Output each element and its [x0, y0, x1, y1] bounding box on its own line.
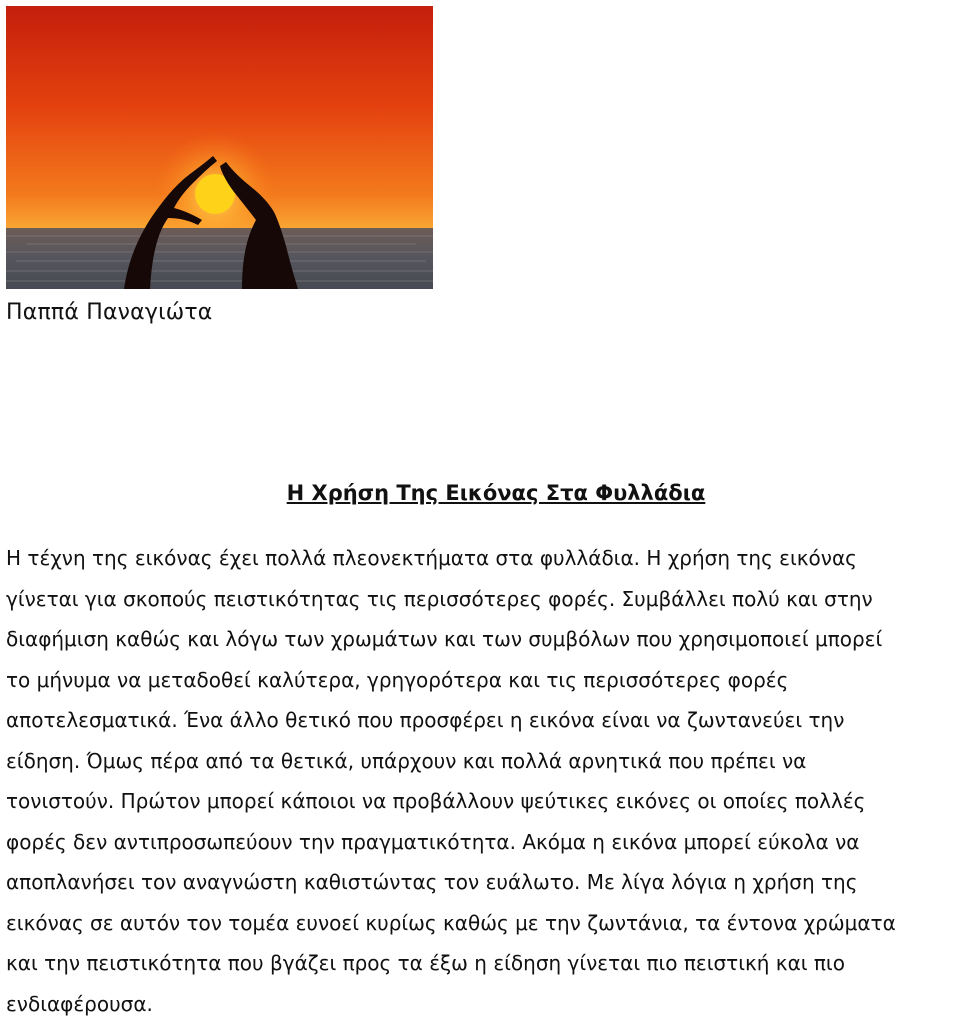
body-line: εικόνας σε αυτόν τον τομέα ευνοεί κυρίως καθώς με την ζωντάνια, τα έντονα χρώματα	[6, 903, 960, 944]
body-line: είδηση. Όμως πέρα από τα θετικά, υπάρχουν και πολλά αρνητικά που πρέπει να	[6, 741, 960, 782]
body-line: αποπλανήσει τον αναγνώστη καθιστώντας τον ευάλωτο. Με λίγα λόγια η χρήση της	[6, 862, 960, 903]
body-line: το μήνυμα να μεταδοθεί καλύτερα, γρηγορότερα και τις περισσότερες φορές	[6, 660, 960, 701]
body-line: γίνεται για σκοπούς πειστικότητας τις περισσότερες φορές. Συμβάλλει πολύ και στην	[6, 579, 960, 620]
body-line: φορές δεν αντιπροσωπεύουν την πραγματικότητα. Ακόμα η εικόνα μπορεί εύκολα να	[6, 822, 960, 863]
sea	[6, 228, 433, 289]
document-title: Η Χρήση Της Εικόνας Στα Φυλλάδια	[0, 481, 960, 505]
body-line: τονιστούν. Πρώτον μπορεί κάποιοι να προβάλλουν ψεύτικες εικόνες οι οποίες πολλές	[6, 781, 960, 822]
body-text	[6, 538, 960, 1024]
body-line: αποτελεσματικά. Ένα άλλο θετικό που προσφέρει η εικόνα είναι να ζωντανεύει την	[6, 700, 960, 741]
body-line: διαφήμιση καθώς και λόγω των χρωμάτων και των συμβόλων που χρησιμοποιεί μπορεί	[6, 619, 960, 660]
body-line: ενδιαφέρουσα.	[6, 984, 960, 1024]
author-name: Παππά Παναγιώτα	[6, 300, 213, 325]
body-line: Η τέχνη της εικόνας έχει πολλά πλεονεκτήματα στα φυλλάδια. Η χρήση της εικόνας	[6, 538, 960, 579]
body-line: και την πειστικότητα που βγάζει προς τα έξω η είδηση γίνεται πιο πειστική και πιο	[6, 943, 960, 984]
sunset-hands-photo	[6, 6, 433, 289]
